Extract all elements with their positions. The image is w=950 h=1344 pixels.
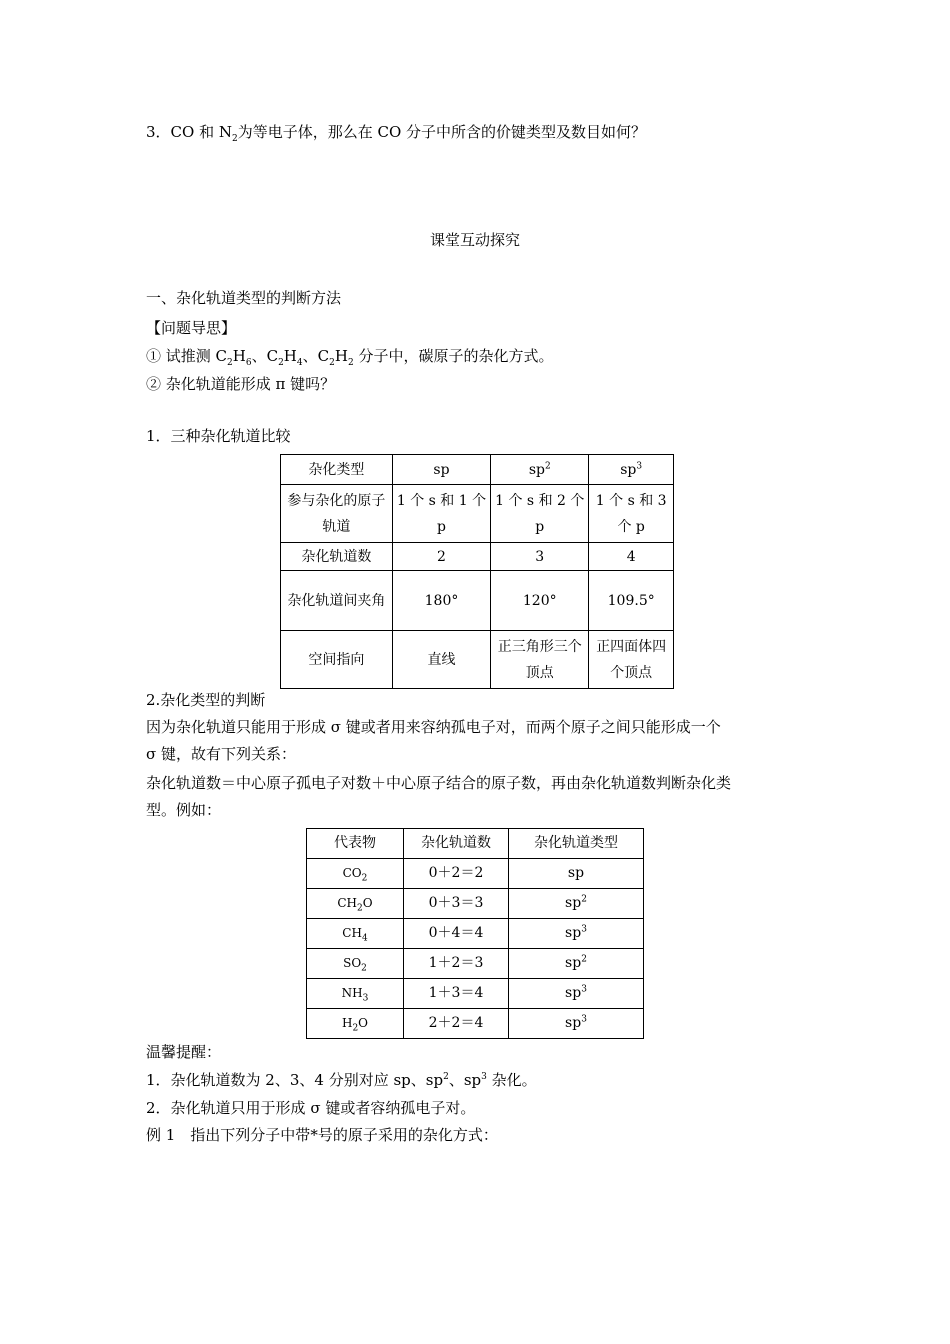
table-cell: 1＋2＝3 (404, 949, 509, 979)
table-row (307, 919, 644, 949)
table-cell: 正三角形三个顶点 (491, 631, 589, 689)
table-cell: 直线 (392, 631, 490, 689)
table-cell: 2 (392, 543, 490, 571)
question-3: 3．CO 和 $N_2$为等电子体，那么在 CO 分子中所含的价键类型及数目如何？ (146, 123, 647, 144)
table-cell: 杂化类型 (281, 455, 393, 485)
table-cell: 1＋3＝4 (404, 979, 509, 1009)
table-cell: 4 (589, 543, 674, 571)
table-cell: 180° (392, 571, 490, 631)
paragraph-1a: 因为杂化轨道只能用于形成 σ 键或者用来容纳孤电子对，而两个原子之间只能形成一个 (146, 718, 721, 736)
table-cell: $sp^2$ (509, 889, 644, 919)
table-header-cell: 杂化轨道数 (404, 829, 509, 859)
table-cell: $H_2O$ (307, 1009, 404, 1039)
table-row (307, 1009, 644, 1039)
table-row (281, 543, 674, 571)
table-row (281, 571, 674, 631)
table-cell: sp (392, 455, 490, 485)
table-header-cell: 代表物 (307, 829, 404, 859)
guide-heading: 【问题导思】 (146, 319, 237, 337)
table-row (281, 455, 674, 485)
example-1: 例 1 指出下列分子中带*号的原子采用的杂化方式： (146, 1126, 498, 1144)
table-cell: 0＋3＝3 (404, 889, 509, 919)
table-cell: 杂化轨道间夹角 (281, 571, 393, 631)
guide-question-2: ② 杂化轨道能形成 π 键吗？ (146, 375, 336, 393)
table-row (307, 889, 644, 919)
table-row (307, 949, 644, 979)
table-cell: 1 个 s 和 3 个 p (589, 485, 674, 543)
table-cell: 109.5° (589, 571, 674, 631)
table-cell: 3 (491, 543, 589, 571)
table-cell: 1 个 s 和 1 个 p (392, 485, 490, 543)
table-header-row (307, 829, 644, 859)
table-cell: $NH_3$ (307, 979, 404, 1009)
subsection-1-title: 1．三种杂化轨道比较 (146, 427, 291, 445)
table-cell: 1 个 s 和 2 个 p (491, 485, 589, 543)
heading-hybrid-methods: 一、杂化轨道类型的判断方法 (146, 289, 342, 307)
table-header-cell: 杂化轨道类型 (509, 829, 644, 859)
table-cell: $CH_4$ (307, 919, 404, 949)
hybrid-comparison-table (280, 454, 674, 689)
table-row (281, 631, 674, 689)
table-cell: $sp^2$ (491, 455, 589, 485)
table-row (307, 979, 644, 1009)
guide-question-1: ① 试推测 $C_2H_6$、$C_2H_4$、$C_2H_2$ 分子中，碳原子的杂化方式。 (146, 347, 554, 368)
table-cell: 0＋4＝4 (404, 919, 509, 949)
table-cell: $sp^3$ (509, 979, 644, 1009)
table-cell: 空间指向 (281, 631, 393, 689)
paragraph-2b: 型。例如： (146, 801, 222, 819)
table-cell: 2＋2＝4 (404, 1009, 509, 1039)
subsection-2-title: 2.杂化类型的判断 (146, 691, 266, 709)
table-cell: $CH_2O$ (307, 889, 404, 919)
table-cell: 正四面体四个顶点 (589, 631, 674, 689)
table-cell: 参与杂化的原子轨道 (281, 485, 393, 543)
section-title: 课堂互动探究 (429, 231, 520, 249)
tip-heading: 温馨提醒： (146, 1043, 222, 1061)
table-cell: $sp^3$ (509, 919, 644, 949)
table-row (281, 485, 674, 543)
table-cell: $sp^3$ (589, 455, 674, 485)
table-cell: 0＋2＝2 (404, 859, 509, 889)
paragraph-1b: σ 键，故有下列关系： (146, 745, 297, 763)
table-cell: 杂化轨道数 (281, 543, 393, 571)
table-cell: $CO_2$ (307, 859, 404, 889)
table-cell: $sp^2$ (509, 949, 644, 979)
table-row (307, 859, 644, 889)
tip-1: 1．杂化轨道数为 2、3、4 分别对应 sp、$sp^2$、$sp^3$ 杂化。 (146, 1071, 537, 1089)
tip-2: 2．杂化轨道只用于形成 σ 键或者容纳孤电子对。 (146, 1099, 476, 1117)
table-cell: sp (509, 859, 644, 889)
paragraph-2a: 杂化轨道数＝中心原子孤电子对数＋中心原子结合的原子数，再由杂化轨道数判断杂化类 (146, 774, 732, 792)
table-cell: 120° (491, 571, 589, 631)
table-cell: $sp^3$ (509, 1009, 644, 1039)
hybrid-examples-table (306, 828, 644, 1039)
table-cell: $SO_2$ (307, 949, 404, 979)
